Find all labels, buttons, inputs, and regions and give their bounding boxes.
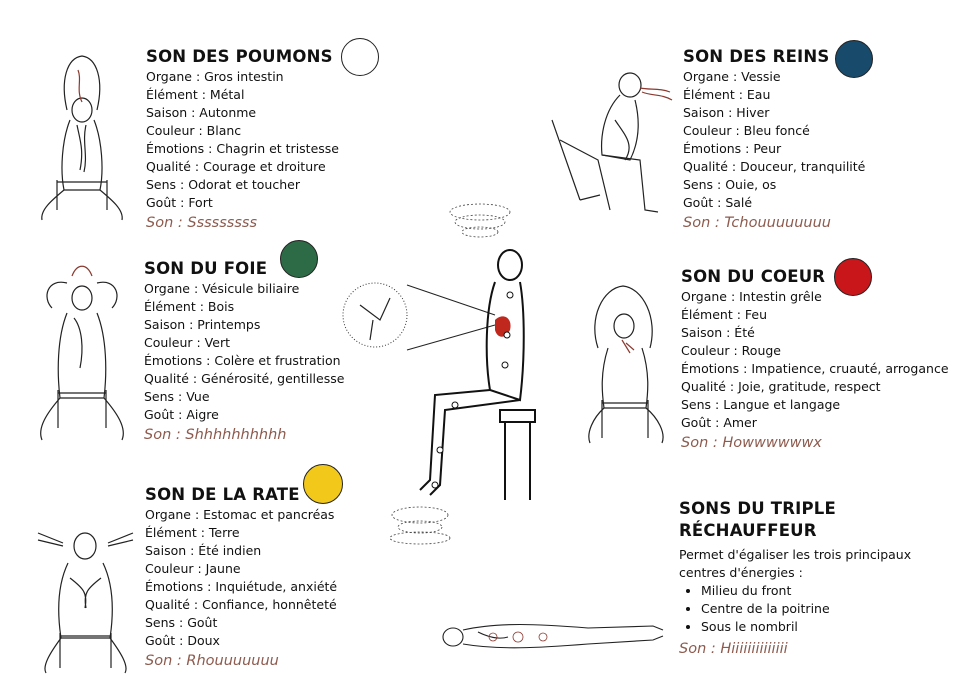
section-line: Goût : Amer — [681, 415, 757, 430]
section-line: Saison : Été indien — [145, 543, 262, 558]
section-line: Organe : Intestin grêle — [681, 289, 822, 304]
section-title: SON DU COEUR — [681, 267, 826, 286]
section-triple — [679, 498, 911, 636]
section-line: Élément : Bois — [144, 299, 235, 314]
section-line: Saison : Printemps — [144, 317, 261, 332]
section-title: SON DES REINS — [683, 47, 830, 66]
lying-figure-icon — [438, 612, 668, 662]
color-dot-white — [341, 38, 379, 76]
section-line: Élément : Terre — [145, 525, 240, 540]
seated-figure-arms-raised-icon — [22, 50, 142, 225]
section-desc: centres d'énergies : — [679, 565, 803, 580]
section-line: Couleur : Bleu foncé — [683, 123, 810, 138]
section-line: Sens : Odorat et toucher — [146, 177, 300, 192]
section-sound: Son : Howwwwwwx — [681, 435, 822, 451]
section-line: Organe : Vésicule biliaire — [144, 281, 300, 296]
list-item: • Milieu du front — [701, 582, 911, 600]
section-line: Organe : Estomac et pancréas — [145, 507, 335, 522]
section-line: Élément : Métal — [146, 87, 245, 102]
section-line: Émotions : Colère et frustration — [144, 353, 341, 368]
energy-centers-list — [679, 582, 911, 636]
section-line: Goût : Salé — [683, 195, 753, 210]
section-title: SON DES POUMONS — [146, 47, 333, 66]
section-line: Qualité : Générosité, gentillesse — [144, 371, 345, 386]
section-poumons — [146, 46, 339, 234]
section-line: Couleur : Jaune — [145, 561, 241, 576]
section-line: Sens : Langue et langage — [681, 397, 841, 412]
section-coeur — [681, 266, 949, 454]
seated-figure-hands-up-icon — [22, 258, 142, 448]
section-line: Goût : Doux — [145, 633, 220, 648]
section-sound: Son : Tchouuuuuuuu — [683, 215, 831, 231]
section-line: Élément : Eau — [683, 87, 771, 102]
section-line: Sens : Ouie, os — [683, 177, 777, 192]
section-line: Émotions : Chagrin et tristesse — [146, 141, 339, 156]
seated-figure-hands-chest-icon — [28, 518, 143, 678]
seated-figure-arms-overhead-icon — [578, 278, 673, 448]
section-line: Saison : Hiver — [683, 105, 770, 120]
section-line: Organe : Gros intestin — [146, 69, 284, 84]
section-line: Qualité : Joie, gratitude, respect — [681, 379, 881, 394]
section-line: Saison : Autonme — [146, 105, 257, 120]
meditating-figure-energy-icon — [335, 190, 550, 550]
list-item: • Centre de la poitrine — [701, 600, 911, 618]
section-reins — [683, 46, 865, 234]
triple-sound: Son : Hiiiiiiiiiiiiii — [679, 641, 788, 657]
section-foie — [144, 258, 344, 446]
section-line: Qualité : Confiance, honnêteté — [145, 597, 337, 612]
section-line: Organe : Vessie — [683, 69, 781, 84]
section-line: Couleur : Vert — [144, 335, 230, 350]
section-line: Goût : Fort — [146, 195, 213, 210]
section-line: Sens : Goût — [145, 615, 218, 630]
section-rate — [145, 484, 337, 672]
seated-figure-leaning-forward-icon — [540, 60, 680, 225]
section-line: Couleur : Blanc — [146, 123, 242, 138]
section-title-2: RÉCHAUFFEUR — [679, 521, 817, 540]
list-item: • Sous le nombril — [701, 618, 911, 636]
section-line: Sens : Vue — [144, 389, 210, 404]
section-title: SON DU FOIE — [144, 259, 268, 278]
section-line: Qualité : Courage et droiture — [146, 159, 326, 174]
section-title: SON DE LA RATE — [145, 485, 300, 504]
section-line: Émotions : Inquiétude, anxiété — [145, 579, 338, 594]
section-line: Couleur : Rouge — [681, 343, 781, 358]
section-title: SONS DU TRIPLE — [679, 499, 836, 518]
section-line: Goût : Aigre — [144, 407, 219, 422]
section-line: Émotions : Impatience, cruauté, arrogance — [681, 361, 949, 376]
section-line: Élément : Feu — [681, 307, 768, 322]
section-desc: Permet d'égaliser les trois principaux — [679, 547, 912, 562]
section-line: Qualité : Douceur, tranquilité — [683, 159, 866, 174]
section-sound: Son : Rhouuuuuuu — [145, 653, 279, 669]
section-line: Saison : Été — [681, 325, 755, 340]
section-sound: Son : Shhhhhhhhhh — [144, 427, 287, 443]
section-sound: Son : Sssssssss — [146, 215, 258, 231]
section-line: Émotions : Peur — [683, 141, 782, 156]
